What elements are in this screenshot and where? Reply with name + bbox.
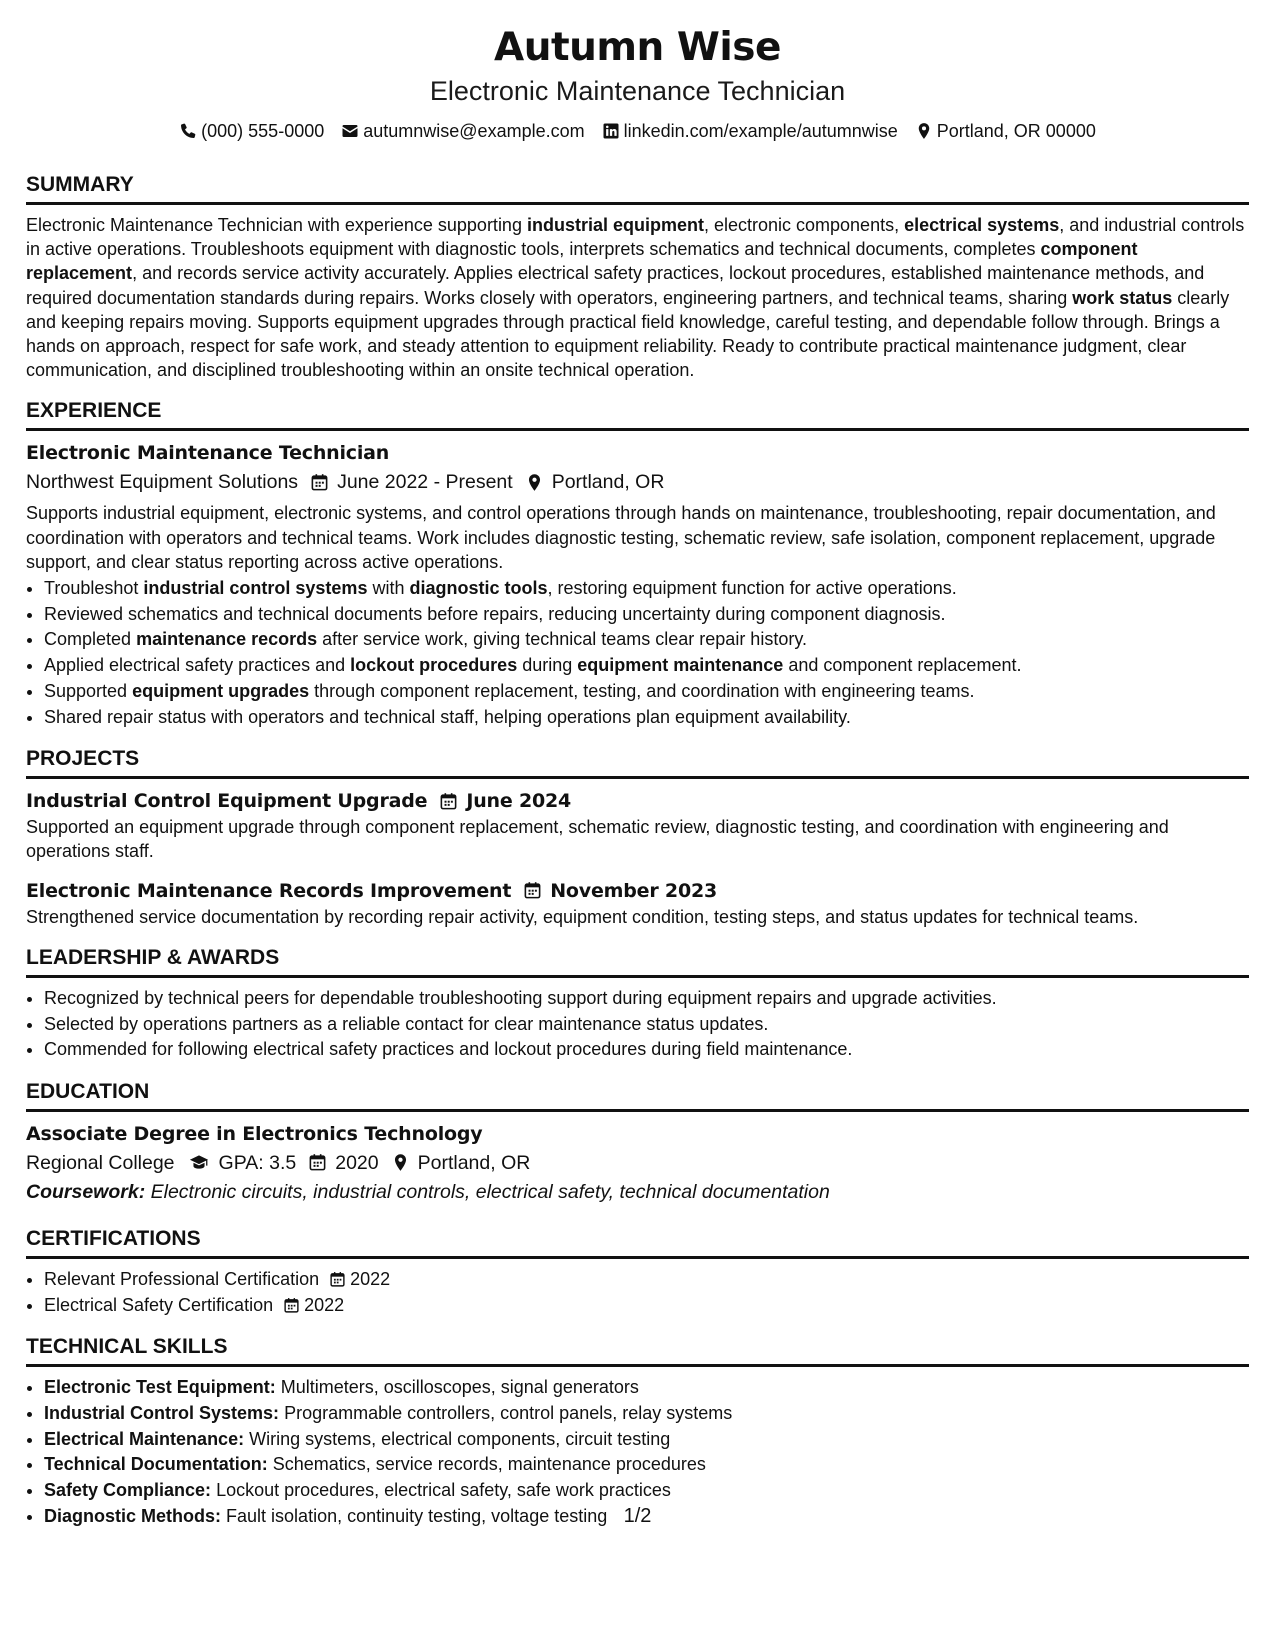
bullet-text: through component replacement, testing, and coordination with engineering teams.	[309, 680, 975, 701]
job-bullet	[44, 653, 1249, 679]
skill-label: Electrical Maintenance:	[44, 1428, 245, 1449]
section-heading: LEADERSHIP & AWARDS	[26, 945, 1249, 978]
map-pin-icon	[391, 1153, 410, 1172]
linkedin-text: linkedin.com/example/autumnwise	[623, 121, 898, 141]
bullet-highlight: maintenance records	[136, 629, 318, 650]
skill-label: Industrial Control Systems:	[44, 1403, 280, 1424]
list-item	[44, 1452, 1249, 1478]
job-bullets	[26, 576, 1249, 730]
summary-text	[26, 213, 1249, 382]
skill-value: Lockout procedures, electrical safety, safe work practices	[216, 1480, 671, 1501]
job-location: Portland, OR	[551, 471, 665, 494]
page-number: 1/2	[623, 1505, 652, 1527]
calendar-icon	[523, 881, 542, 900]
coursework-text: Electronic circuits, industrial controls, electrical safety, technical documentation	[150, 1180, 830, 1203]
summary-highlight: industrial equipment	[526, 215, 704, 235]
job-bullet	[44, 627, 1249, 653]
skill-value: Schematics, service records, maintenance procedures	[272, 1454, 706, 1475]
bullet-text: and component replacement.	[783, 655, 1022, 676]
section-heading: SUMMARY	[26, 172, 1249, 205]
contact-phone[interactable]	[179, 119, 324, 143]
section-heading: TECHNICAL SKILLS	[26, 1334, 1249, 1367]
summary-text: Electronic Maintenance Technician with experience supporting	[26, 215, 527, 235]
bullet-highlight: diagnostic tools	[409, 578, 548, 599]
phone-icon	[179, 122, 197, 140]
project-date: June 2024	[466, 790, 572, 813]
list-item: • Recognized by technical peers for dependable troubleshooting support during equipment repairs and upgrade activities.	[44, 986, 1249, 1012]
school-name: Regional College	[26, 1151, 175, 1174]
job-bullet	[44, 679, 1249, 705]
bullet-highlight: lockout procedures	[350, 655, 518, 676]
list-item	[44, 1375, 1249, 1401]
section-heading: CERTIFICATIONS	[26, 1226, 1249, 1259]
education-meta	[26, 1148, 1249, 1178]
project-title: Industrial Control Equipment Upgrade	[26, 790, 428, 813]
graduation-cap-icon	[187, 1153, 211, 1172]
contact-email[interactable]	[341, 119, 584, 143]
candidate-name: Autumn Wise	[494, 25, 781, 70]
bullet-text: , restoring equipment function for active operations.	[547, 578, 957, 599]
contact-location	[915, 119, 1096, 143]
list-item	[44, 1478, 1249, 1504]
section-heading: PROJECTS	[26, 746, 1249, 779]
cert-year: 2022	[304, 1294, 345, 1315]
cert-name: • Relevant Professional Certification	[44, 1268, 320, 1289]
phone-text: (000) 555-0000	[201, 121, 325, 141]
job-bullet	[44, 602, 1249, 628]
summary-highlight: component replacement	[26, 239, 1138, 284]
bullet-text: with	[367, 578, 410, 599]
list-item: • Commended for following electrical safety practices and lockout procedures during field maintenance.	[44, 1037, 1249, 1063]
summary-text: , electronic components,	[703, 215, 905, 235]
summary-text: , and industrial controls in active operations. Troubleshoots equipment with diagnostic tools, interprets schematics and technical documents, completes	[26, 215, 1245, 260]
bullet-text: Reviewed schematics and technical documents before repairs, reducing uncertainty during component diagnosis.	[44, 603, 946, 624]
list-item	[44, 1293, 1249, 1319]
bullet-text: during	[517, 655, 578, 676]
leadership-section	[26, 945, 1249, 1063]
job-role: Electronic Maintenance Technician	[26, 442, 390, 465]
project-description: Strengthened service documentation by recording repair activity, equipment condition, testing steps, and status updates for technical teams.	[26, 906, 1139, 927]
summary-highlight: electrical systems	[904, 215, 1060, 235]
graduation-year: 2020	[335, 1151, 379, 1174]
section-heading: EXPERIENCE	[26, 398, 1249, 431]
calendar-icon	[329, 1271, 346, 1288]
degree-title: Associate Degree in Electronics Technology	[26, 1122, 483, 1145]
list-item	[44, 1267, 1249, 1293]
skill-label: Diagnostic Methods:	[44, 1505, 222, 1526]
job-meta	[26, 467, 1249, 497]
job-bullet	[44, 705, 1249, 731]
summary-text: clearly and keeping repairs moving. Supports equipment upgrades through practical field knowledge, careful testing, and dependable follow through. Brings a hands on approach, respect for safe work, and steady attention to equipment reliability. Ready to contribute practical maintenance judgment, clear communication, and disciplined troubleshooting within an onsite technical operation.	[26, 287, 1230, 381]
linkedin-icon	[602, 122, 620, 140]
job-description: Supports industrial equipment, electronic systems, and control operations through hands on maintenance, troubleshooting, repair documentation, and coordination with operators and technical teams. Work includes diagnostic testing, schematic review, safe isolation, component replacement, upgrade support, and clear status reporting across active operations.	[26, 503, 1216, 572]
skill-label: Safety Compliance:	[44, 1480, 212, 1501]
company-name: Northwest Equipment Solutions	[26, 471, 299, 494]
summary-highlight: work status	[1072, 287, 1173, 308]
project-item	[26, 877, 1249, 929]
bullet-text: Applied electrical safety practices and	[44, 655, 351, 676]
list-item: • Selected by operations partners as a reliable contact for clear maintenance status updates.	[44, 1012, 1249, 1038]
map-pin-icon	[525, 473, 544, 492]
education-section	[26, 1079, 1249, 1206]
bullet-text: after service work, giving technical teams clear repair history.	[317, 629, 807, 650]
bullet-text: Supported	[44, 680, 133, 701]
cert-name: • Electrical Safety Certification	[44, 1294, 274, 1315]
summary-section	[26, 172, 1249, 382]
list-item	[44, 1401, 1249, 1427]
bullet-text: Completed	[44, 629, 137, 650]
skills-section	[26, 1334, 1249, 1529]
leadership-list	[26, 986, 1249, 1063]
bullet-highlight: equipment upgrades	[132, 680, 310, 701]
calendar-icon	[283, 1297, 300, 1314]
gpa: GPA: 3.5	[218, 1151, 297, 1174]
certifications-section	[26, 1226, 1249, 1318]
candidate-title: Electronic Maintenance Technician	[429, 76, 846, 106]
cert-year: 2022	[350, 1268, 391, 1289]
skill-value: Wiring systems, electrical components, circuit testing	[249, 1428, 671, 1449]
bullet-text: Shared repair status with operators and technical staff, helping operations plan equipment availability.	[44, 706, 851, 727]
calendar-icon	[308, 1153, 327, 1172]
calendar-icon	[439, 792, 458, 811]
projects-section	[26, 746, 1249, 929]
certifications-list	[26, 1267, 1249, 1318]
map-pin-icon	[915, 122, 933, 140]
coursework-label: Coursework:	[26, 1180, 146, 1203]
bullet-text: Troubleshot	[44, 578, 144, 599]
section-heading: EDUCATION	[26, 1079, 1249, 1112]
skill-label: Electronic Test Equipment:	[44, 1377, 276, 1398]
list-item	[44, 1427, 1249, 1453]
experience-section	[26, 398, 1249, 730]
project-title: Electronic Maintenance Records Improvement	[26, 879, 512, 902]
skill-value: Fault isolation, continuity testing, voltage testing	[226, 1505, 608, 1526]
email-text: autumnwise@example.com	[363, 121, 585, 141]
calendar-icon	[310, 473, 329, 492]
coursework	[26, 1178, 1249, 1206]
project-description: Supported an equipment upgrade through component replacement, schematic review, diagnostic testing, and coordination with engineering and operations staff.	[26, 817, 1169, 862]
contact-linkedin[interactable]	[602, 119, 898, 143]
bullet-highlight: equipment maintenance	[577, 655, 784, 676]
skill-value: Programmable controllers, control panels, relay systems	[284, 1403, 733, 1424]
job-dates: June 2022 - Present	[337, 471, 513, 494]
envelope-icon	[341, 122, 359, 140]
skill-label: Technical Documentation:	[44, 1454, 268, 1475]
contact-bar	[26, 119, 1249, 143]
job-bullet	[44, 576, 1249, 602]
project-item	[26, 787, 1249, 863]
location-text: Portland, OR 00000	[936, 121, 1096, 141]
school-location: Portland, OR	[417, 1151, 531, 1174]
skill-value: Multimeters, oscilloscopes, signal generators	[280, 1377, 639, 1398]
project-date: November 2023	[550, 879, 718, 902]
bullet-highlight: industrial control systems	[143, 578, 368, 599]
summary-text: , and records service activity accurately. Applies electrical safety practices, lockout procedures, established maintenance methods, and required documentation standards during repairs. Works closely with operators, engineering partners, and technical teams, sharing	[26, 263, 1205, 308]
